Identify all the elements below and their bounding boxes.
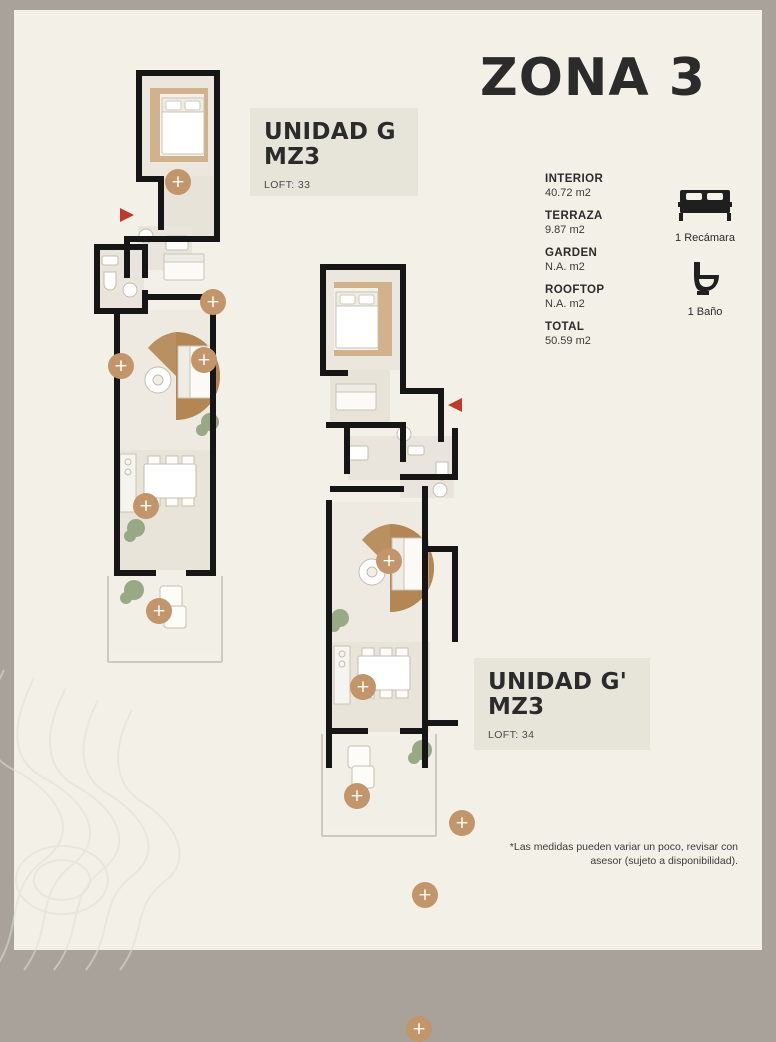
unit-loft-label: LOFT: 34 bbox=[488, 729, 535, 741]
spec-label: GARDEN bbox=[545, 247, 598, 259]
spec-value: 50.59 m2 bbox=[545, 335, 591, 347]
unit-name-line2: MZ3 bbox=[488, 694, 545, 720]
spec-label: ROOFTOP bbox=[545, 284, 605, 296]
spec-label: TOTAL bbox=[545, 321, 585, 333]
floorplan-unit-g-prime-drawing bbox=[304, 250, 504, 880]
plan-marker[interactable]: + bbox=[344, 783, 370, 809]
amenity-bathroom bbox=[650, 260, 760, 318]
specs-list bbox=[545, 172, 650, 357]
spec-terraza bbox=[545, 209, 650, 237]
spec-interior bbox=[545, 172, 650, 200]
plan-marker[interactable]: + bbox=[191, 347, 217, 373]
plan-marker[interactable]: + bbox=[449, 810, 475, 836]
unit-name-line1: UNIDAD G bbox=[264, 119, 396, 145]
plan-marker[interactable]: + bbox=[350, 674, 376, 700]
amenities-list bbox=[650, 186, 760, 334]
plan-marker[interactable]: + bbox=[108, 353, 134, 379]
plan-marker[interactable]: + bbox=[165, 169, 191, 195]
spec-label: INTERIOR bbox=[545, 173, 604, 185]
spec-rooftop bbox=[545, 283, 650, 311]
plan-marker[interactable]: + bbox=[146, 598, 172, 624]
amenity-bedroom bbox=[650, 186, 760, 244]
unit-name-line2: MZ3 bbox=[264, 144, 321, 170]
plan-marker[interactable]: + bbox=[133, 493, 159, 519]
footnote: *Las medidas pueden variar un poco, revisar con asesor (sujeto a disponibilidad). bbox=[509, 841, 738, 867]
plan-marker[interactable]: + bbox=[412, 882, 438, 908]
toilet-icon bbox=[685, 260, 725, 298]
amenity-caption: 1 Baño bbox=[687, 306, 723, 318]
spec-label: TERRAZA bbox=[545, 210, 603, 222]
spec-total bbox=[545, 320, 650, 348]
floorplan-unit-g-prime bbox=[304, 250, 504, 1039]
entrance-arrow-icon bbox=[448, 398, 462, 412]
unit-loft-label: LOFT: 33 bbox=[264, 179, 311, 191]
plan-marker[interactable]: + bbox=[376, 548, 402, 574]
spec-value: 9.87 m2 bbox=[545, 224, 585, 236]
bed-icon bbox=[676, 186, 734, 224]
spec-value: N.A. m2 bbox=[545, 261, 585, 273]
spec-garden bbox=[545, 246, 650, 274]
spec-value: N.A. m2 bbox=[545, 298, 585, 310]
plan-marker[interactable]: + bbox=[200, 289, 226, 315]
unit-name-line1: UNIDAD G' bbox=[488, 669, 628, 695]
page-title: ZONA 3 bbox=[480, 48, 706, 108]
entrance-arrow-icon bbox=[120, 208, 134, 222]
plan-marker[interactable]: + bbox=[406, 1016, 432, 1042]
floorplan-unit-g bbox=[86, 58, 286, 698]
plan-sheet bbox=[14, 10, 762, 1039]
spec-value: 40.72 m2 bbox=[545, 187, 591, 199]
amenity-caption: 1 Recámara bbox=[675, 232, 735, 244]
